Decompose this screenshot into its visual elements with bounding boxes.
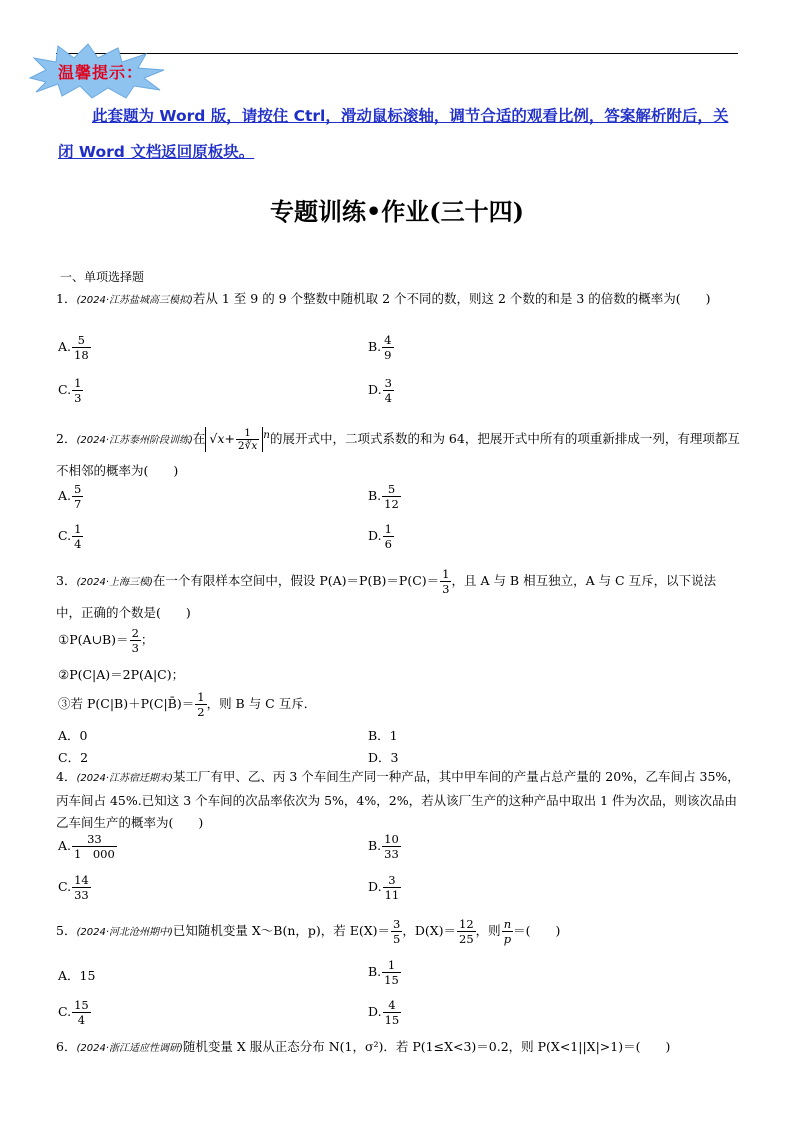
- q4-option-c: C. $\frac{14}{33}$: [58, 873, 89, 902]
- binomial-expression: √x+ $\frac{1}{2∛x}$: [205, 427, 263, 452]
- question-1: 1．(2024·江苏盐城高三模拟)若从 1 至 9 的 9 个整数中随机取 2 个不同的数，则这 2 个数的和是 3 的倍数的概率为( ): [56, 291, 711, 306]
- q3-option-c: C．2: [58, 750, 89, 765]
- q2-option-b: B. $\frac{5}{12}$: [368, 482, 399, 511]
- q5-option-d: D. $\frac{4}{15}$: [368, 998, 400, 1027]
- q2-option-a: A. $\frac{5}{7}$: [58, 482, 82, 511]
- q1-option-c: C. $\frac{1}{3}$: [58, 376, 82, 405]
- section-heading: 一、单项选择题: [60, 270, 145, 284]
- q3-statement-3: ③若 P(C|B)＋P(C|B̄)＝ $\frac{1}{2}$ ，则 B 与 C 互斥．: [58, 690, 317, 719]
- q5-option-c: C. $\frac{15}{4}$: [58, 998, 89, 1027]
- document-title: 专题训练•作业(三十四): [269, 197, 525, 226]
- question-5: 5．(2024·河北沧州期中)已知随机变量 X～B(n，p)，若 E(X)＝ $\frac{3}{5}$ ，D(X)＝ $\frac{12}{25}$ ，则 $\frac{n}{p}$ ＝( ): [56, 917, 561, 946]
- q4-option-d: D. $\frac{3}{11}$: [368, 873, 400, 902]
- q3-option-b: B．1: [368, 728, 398, 743]
- notice-text: 此套题为 Word 版，请按住 Ctrl，滑动鼠标滚轴，调节合适的观看比例，答案解析附后，关闭 Word 文档返回原板块。: [58, 107, 729, 161]
- q1-option-d: D. $\frac{3}{4}$: [368, 376, 392, 405]
- q3-statement-1: ①P(A∪B)＝ $\frac{2}{3}$ ；: [58, 626, 154, 655]
- q5-option-b: B. $\frac{1}{15}$: [368, 958, 399, 987]
- q1-option-b: B. $\frac{4}{9}$: [368, 333, 392, 362]
- q3-option-d: D．3: [368, 750, 399, 765]
- question-2: 2．(2024·江苏泰州阶段训练)在 √x+ $\frac{1}{2∛x}$ $^n$的展开式中，二项式系数的和为 64，把展开式中所有的项重新排成一列，有理项都互不相邻的概率为( ): [56, 427, 740, 479]
- q1-option-a: A. $\frac{5}{18}$: [58, 333, 89, 362]
- question-3: 3．(2024·上海三模)在一个有限样本空间中，假设 P(A)＝P(B)＝P(C)＝ $\frac{1}{3}$ ，且 A 与 B 相互独立，A 与 C 互斥，以下说法中，正确的个数是( ): [56, 567, 717, 620]
- q3-statement-2: ②P(C|A)＝2P(A|C)；: [58, 667, 185, 682]
- q4-option-a: A. $\frac{33}{1 000}$: [58, 832, 115, 861]
- q3-option-a: A．0: [58, 728, 88, 743]
- question-4: 4．(2024·江苏宿迁期末)某工厂有甲、乙、丙 3 个车间生产同一种产品，其中甲车间的产量占总产量的 20%，乙车间占 35%，丙车间占 45%.已知这 3 个车间的次品率依次为 5%，4%，2%，若从该厂生产的这种产品中取出 1 件为次品，则该次品由乙车间生产的概率为( ): [56, 769, 740, 830]
- q2-option-d: D. $\frac{1}{6}$: [368, 522, 392, 551]
- q2-option-c: C. $\frac{1}{4}$: [58, 522, 82, 551]
- question-6: 6．(2024·浙江适应性调研)随机变量 X 服从正态分布 N(1，σ²)．若 P(1≤X<3)＝0.2，则 P(X<1||X|>1)＝( ): [56, 1039, 671, 1054]
- tip-title: 温馨提示：: [58, 63, 144, 82]
- q4-option-b: B. $\frac{10}{33}$: [368, 832, 399, 861]
- q5-option-a: A．15: [58, 968, 96, 983]
